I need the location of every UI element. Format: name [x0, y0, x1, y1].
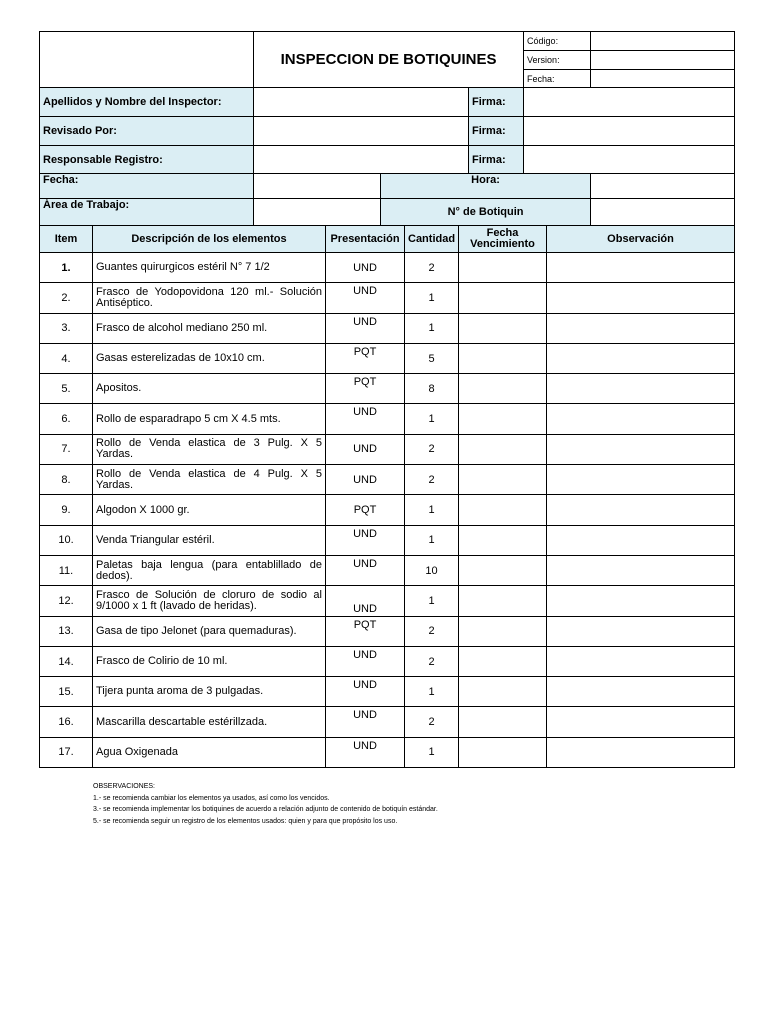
item-description: Frasco de Yodopovidona 120 ml.- Solución Antiséptico. — [93, 283, 326, 313]
responsable-firma-field[interactable] — [524, 146, 735, 174]
item-cantidad: 2 — [405, 616, 459, 646]
botiquin-field[interactable] — [591, 199, 735, 226]
item-description: Rollo de Venda elastica de 3 Pulg. X 5 Yardas. — [93, 434, 326, 464]
observacion-line: 1.- se recomienda cambiar los elementos ya usados, así como los vencidos. — [93, 794, 330, 802]
item-cantidad: 2 — [405, 253, 459, 283]
form-header-table — [39, 31, 735, 226]
item-description: Agua Oxigenada — [93, 737, 326, 767]
item-presentacion: UND — [326, 555, 405, 585]
item-description: Gasas esterelizadas de 10x10 cm. — [93, 343, 326, 373]
item-presentacion: PQT — [326, 374, 405, 404]
item-description: Gasa de tipo Jelonet (para quemaduras). — [93, 616, 326, 646]
table-row — [40, 646, 735, 676]
item-cantidad: 10 — [405, 555, 459, 585]
item-presentacion: UND — [326, 646, 405, 676]
codigo-label: Código: — [524, 32, 591, 51]
col-header-cantidad: Cantidad — [405, 226, 459, 253]
table-row — [40, 343, 735, 373]
item-description: Apositos. — [93, 374, 326, 404]
inspector-label: Apellidos y Nombre del Inspector: — [40, 88, 254, 117]
item-presentacion: UND — [326, 283, 405, 313]
col-header-item: Item — [40, 226, 93, 253]
item-fecha-vencimiento-field[interactable] — [459, 313, 547, 343]
item-observacion-field[interactable] — [547, 343, 735, 373]
responsable-firma-label: Firma: — [469, 146, 524, 174]
observaciones-notes — [93, 781, 438, 827]
item-presentacion: UND — [326, 434, 405, 464]
responsable-field[interactable] — [254, 146, 469, 174]
col-header-observacion: Observación — [547, 226, 735, 253]
items-table — [39, 225, 735, 768]
area-label: Área de Trabajo: — [40, 199, 254, 226]
item-cantidad: 5 — [405, 343, 459, 373]
item-presentacion: UND — [326, 465, 405, 495]
item-fecha-vencimiento-field[interactable] — [459, 465, 547, 495]
col-header-descripcion: Descripción de los elementos — [93, 226, 326, 253]
table-row — [40, 616, 735, 646]
item-presentacion: UND — [326, 253, 405, 283]
observaciones-title: OBSERVACIONES: — [93, 783, 155, 790]
item-presentacion: UND — [326, 525, 405, 555]
inspector-firma-field[interactable] — [524, 88, 735, 117]
item-fecha-vencimiento-field[interactable] — [459, 616, 547, 646]
item-presentacion: PQT — [326, 616, 405, 646]
table-row — [40, 707, 735, 737]
inspector-field[interactable] — [254, 88, 469, 117]
item-presentacion: PQT — [326, 343, 405, 373]
item-observacion-field[interactable] — [547, 616, 735, 646]
codigo-field[interactable] — [591, 32, 735, 51]
item-observacion-field[interactable] — [547, 677, 735, 707]
item-fecha-vencimiento-field[interactable] — [459, 555, 547, 585]
revisado-firma-field[interactable] — [524, 117, 735, 146]
item-observacion-field[interactable] — [547, 465, 735, 495]
item-fecha-vencimiento-field[interactable] — [459, 677, 547, 707]
table-row — [40, 737, 735, 767]
item-cantidad: 1 — [405, 283, 459, 313]
item-number: 17. — [40, 737, 93, 767]
item-description: Mascarilla descartable estérillzada. — [93, 707, 326, 737]
hora-label: Hora: — [381, 174, 591, 199]
item-description: Guantes quirurgicos estéril N° 7 1/2 — [93, 253, 326, 283]
item-presentacion: UND — [326, 586, 405, 616]
item-fecha-vencimiento-field[interactable] — [459, 737, 547, 767]
table-row — [40, 555, 735, 585]
table-row — [40, 495, 735, 525]
item-observacion-field[interactable] — [547, 525, 735, 555]
item-cantidad: 1 — [405, 495, 459, 525]
item-cantidad: 2 — [405, 646, 459, 676]
item-description: Rollo de esparadrapo 5 cm X 4.5 mts. — [93, 404, 326, 434]
version-label: Version: — [524, 51, 591, 70]
item-description: Tijera punta aroma de 3 pulgadas. — [93, 677, 326, 707]
fecha-field[interactable] — [254, 174, 381, 199]
item-fecha-vencimiento-field[interactable] — [459, 374, 547, 404]
table-row — [40, 465, 735, 495]
item-cantidad: 2 — [405, 434, 459, 464]
item-description: Venda Triangular estéril. — [93, 525, 326, 555]
item-number: 9. — [40, 495, 93, 525]
revisado-field[interactable] — [254, 117, 469, 146]
item-cantidad: 1 — [405, 313, 459, 343]
item-fecha-vencimiento-field[interactable] — [459, 586, 547, 616]
item-number: 13. — [40, 616, 93, 646]
item-description: Algodon X 1000 gr. — [93, 495, 326, 525]
item-number: 11. — [40, 555, 93, 585]
table-row — [40, 677, 735, 707]
area-field[interactable] — [254, 199, 381, 226]
item-presentacion: PQT — [326, 495, 405, 525]
item-cantidad: 1 — [405, 404, 459, 434]
item-fecha-vencimiento-field[interactable] — [459, 253, 547, 283]
botiquin-label: N° de Botiquin — [381, 199, 591, 226]
form-title: INSPECCION DE BOTIQUINES — [254, 32, 524, 88]
version-field[interactable] — [591, 51, 735, 70]
item-cantidad: 8 — [405, 374, 459, 404]
table-row — [40, 253, 735, 283]
table-row — [40, 586, 735, 616]
item-fecha-vencimiento-field[interactable] — [459, 646, 547, 676]
item-presentacion: UND — [326, 404, 405, 434]
item-description: Paletas baja lengua (para entablillado de dedos). — [93, 555, 326, 585]
col-header-presentacion: Presentación — [326, 226, 405, 253]
table-row — [40, 404, 735, 434]
hora-field[interactable] — [591, 174, 735, 199]
observacion-line: 5.- se recomienda seguir un registro de los elementos usados: quien y para que propósito los uso. — [93, 817, 398, 825]
item-presentacion: UND — [326, 707, 405, 737]
item-cantidad: 1 — [405, 677, 459, 707]
item-observacion-field[interactable] — [547, 374, 735, 404]
item-number: 10. — [40, 525, 93, 555]
item-presentacion: UND — [326, 737, 405, 767]
item-observacion-field[interactable] — [547, 707, 735, 737]
item-number: 1. — [40, 253, 93, 283]
item-fecha-vencimiento-field[interactable] — [459, 495, 547, 525]
item-number: 3. — [40, 313, 93, 343]
item-cantidad: 1 — [405, 737, 459, 767]
item-observacion-field[interactable] — [547, 313, 735, 343]
item-fecha-vencimiento-field[interactable] — [459, 404, 547, 434]
logo-area — [40, 32, 254, 88]
item-observacion-field[interactable] — [547, 737, 735, 767]
observacion-line: 3.- se recomienda implementar los botiquines de acuerdo a relación adjunto de contenido de botiquín estándar. — [93, 806, 438, 813]
revisado-firma-label: Firma: — [469, 117, 524, 146]
item-description: Frasco de Colirio de 10 ml. — [93, 646, 326, 676]
item-number: 6. — [40, 404, 93, 434]
item-observacion-field[interactable] — [547, 555, 735, 585]
item-fecha-vencimiento-field[interactable] — [459, 525, 547, 555]
inspector-firma-label: Firma: — [469, 88, 524, 117]
item-description: Frasco de alcohol mediano 250 ml. — [93, 313, 326, 343]
table-row — [40, 525, 735, 555]
fecha-label: Fecha: — [40, 174, 254, 199]
item-fecha-vencimiento-field[interactable] — [459, 343, 547, 373]
item-description: Frasco de Solución de cloruro de sodio al 9/1000 x 1 ft (lavado de heridas). — [93, 586, 326, 616]
header-fecha-field[interactable] — [591, 70, 735, 88]
revisado-label: Revisado Por: — [40, 117, 254, 146]
item-number: 15. — [40, 677, 93, 707]
header-fecha-label: Fecha: — [524, 70, 591, 88]
item-number: 16. — [40, 707, 93, 737]
item-number: 12. — [40, 586, 93, 616]
table-row — [40, 283, 735, 313]
table-row — [40, 434, 735, 464]
item-cantidad: 1 — [405, 586, 459, 616]
table-row — [40, 313, 735, 343]
item-description: Rollo de Venda elastica de 4 Pulg. X 5 Yardas. — [93, 465, 326, 495]
table-row — [40, 374, 735, 404]
item-observacion-field[interactable] — [547, 646, 735, 676]
item-fecha-vencimiento-field[interactable] — [459, 707, 547, 737]
item-number: 4. — [40, 343, 93, 373]
item-cantidad: 1 — [405, 525, 459, 555]
item-fecha-vencimiento-field[interactable] — [459, 283, 547, 313]
item-observacion-field[interactable] — [547, 283, 735, 313]
item-observacion-field[interactable] — [547, 434, 735, 464]
items-body — [40, 253, 735, 768]
item-fecha-vencimiento-field[interactable] — [459, 434, 547, 464]
item-number: 7. — [40, 434, 93, 464]
item-observacion-field[interactable] — [547, 253, 735, 283]
item-observacion-field[interactable] — [547, 586, 735, 616]
item-presentacion: UND — [326, 677, 405, 707]
item-observacion-field[interactable] — [547, 495, 735, 525]
item-cantidad: 2 — [405, 465, 459, 495]
col-header-fecha-vencimiento: Fecha Vencimiento — [459, 226, 547, 253]
item-presentacion: UND — [326, 313, 405, 343]
item-cantidad: 2 — [405, 707, 459, 737]
item-number: 2. — [40, 283, 93, 313]
item-number: 5. — [40, 374, 93, 404]
item-number: 14. — [40, 646, 93, 676]
responsable-label: Responsable Registro: — [40, 146, 254, 174]
item-observacion-field[interactable] — [547, 404, 735, 434]
inspection-form — [39, 31, 734, 768]
item-number: 8. — [40, 465, 93, 495]
